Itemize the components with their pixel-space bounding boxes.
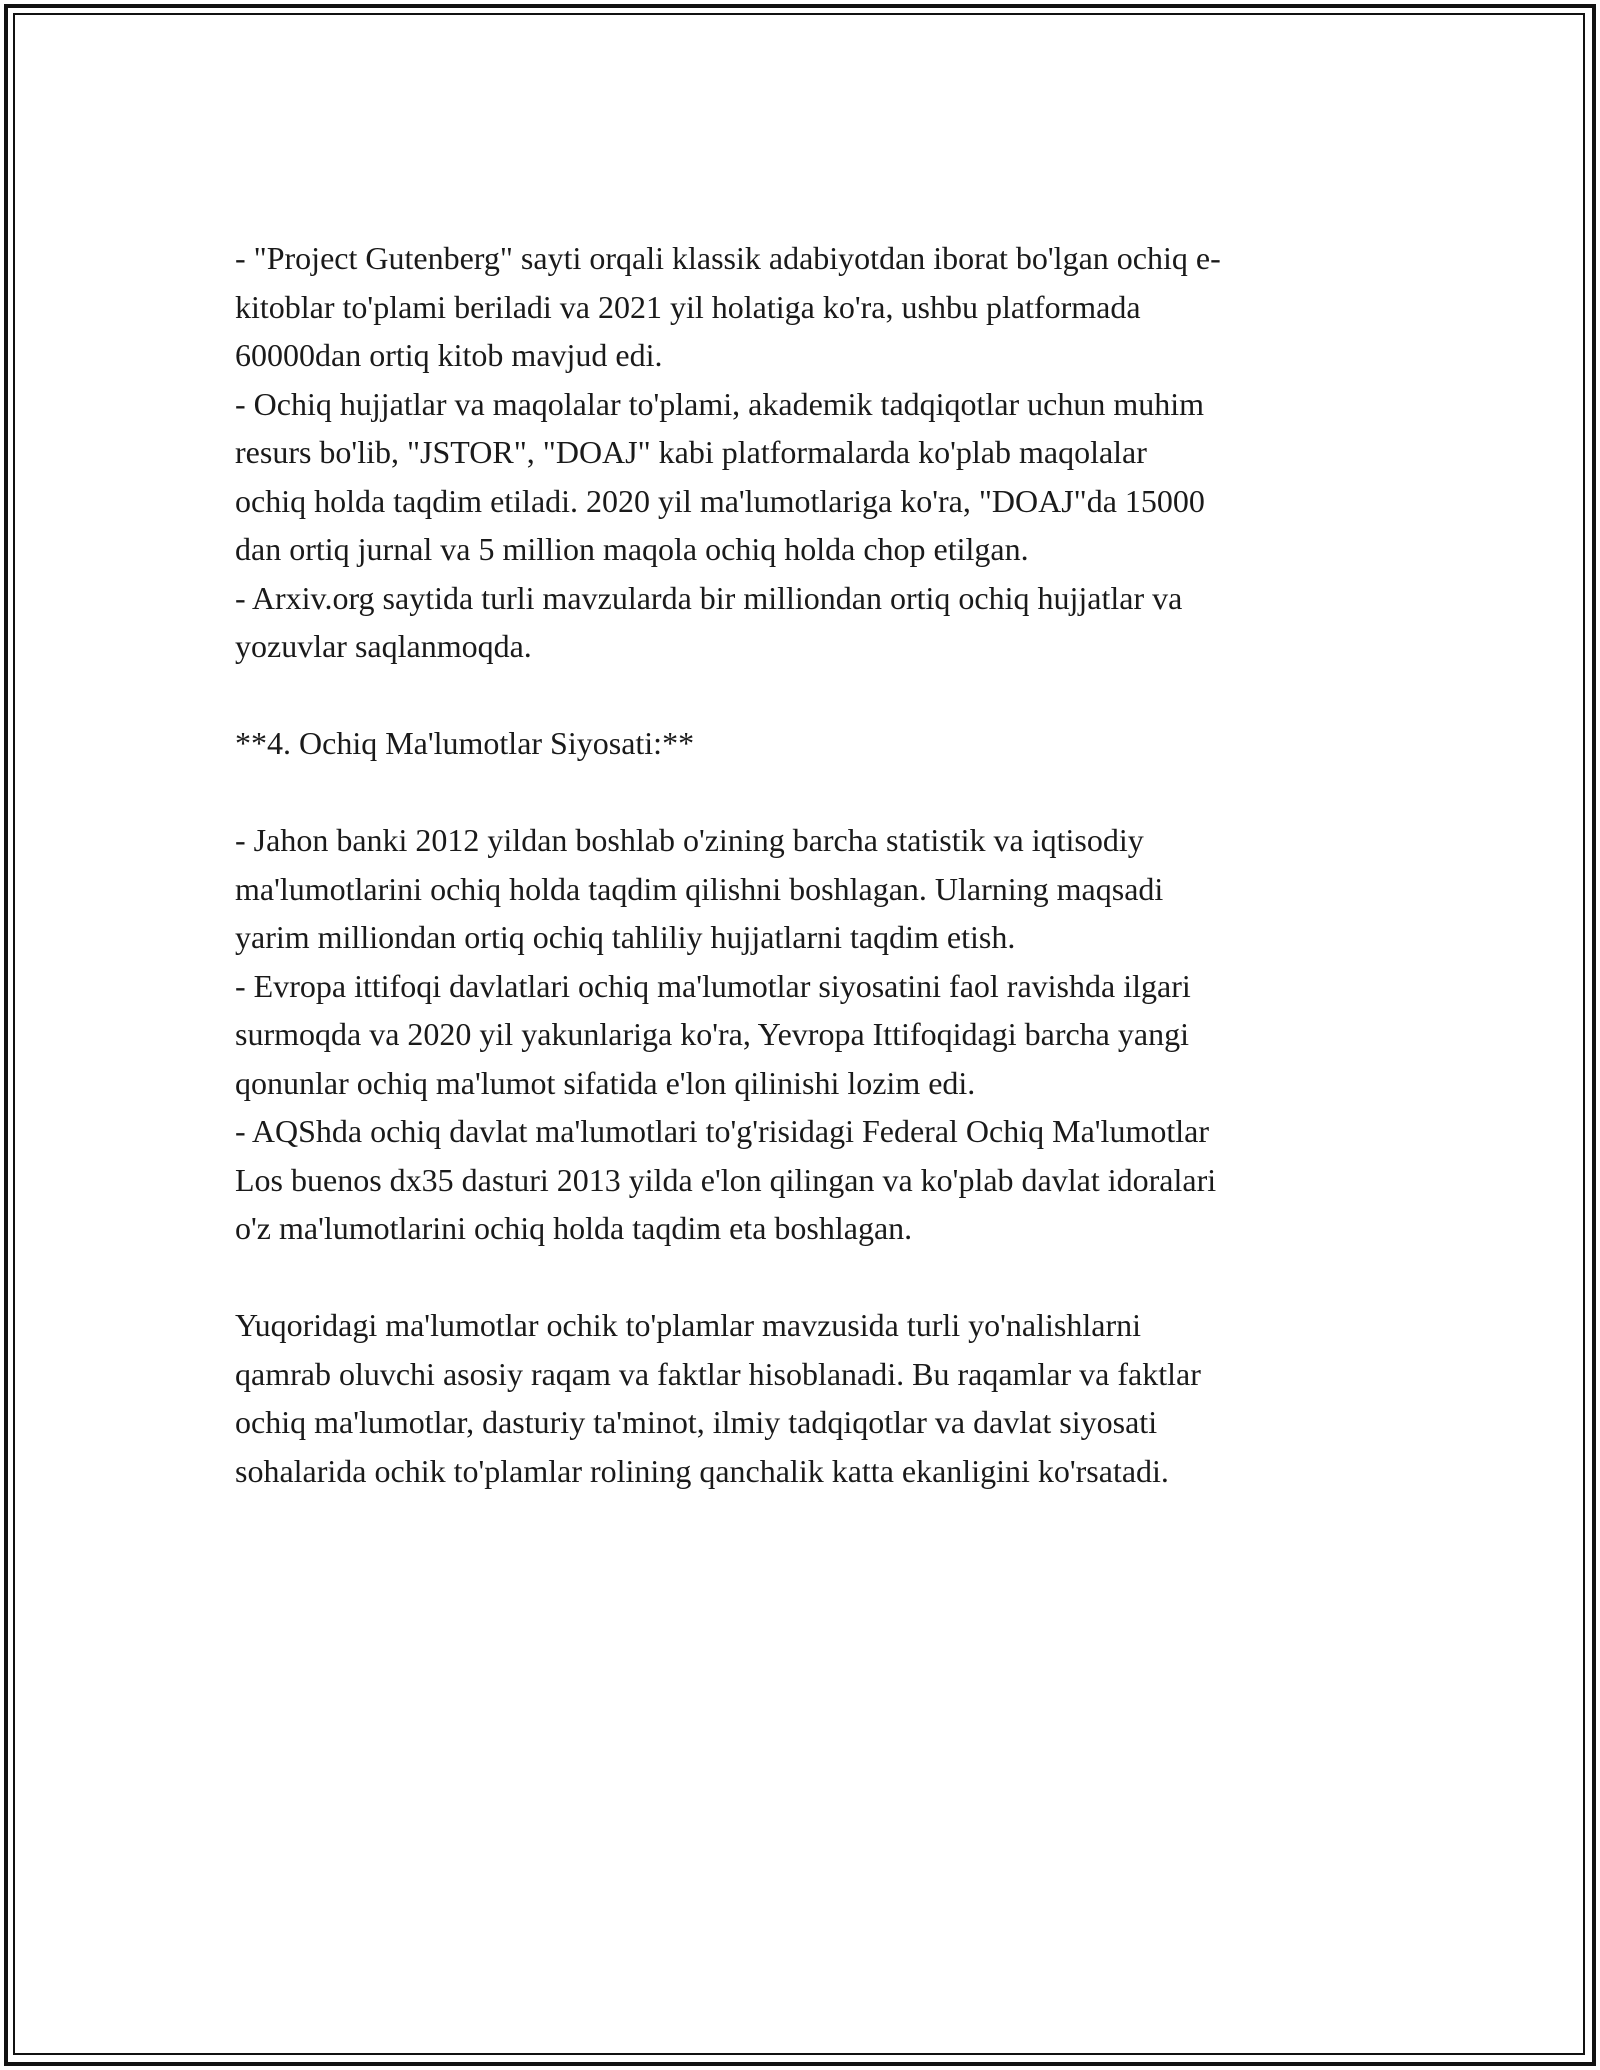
para-european-union — [235, 962, 1375, 1108]
text-line: dan ortiq jurnal va 5 million maqola ochiq holda chop etilgan. — [235, 531, 1029, 567]
text-line: Los buenos dx35 dasturi 2013 yilda e'lon qilingan va ko'plab davlat idoralari — [235, 1161, 1217, 1198]
text-line: - "Project Gutenberg" sayti orqali klassik adabiyotdan iborat bo'lgan ochiq e- — [235, 240, 1221, 276]
para-open-documents — [235, 380, 1375, 574]
text-line: o'z ma'lumotlarini ochiq holda taqdim eta boshlagan. — [235, 1210, 913, 1246]
text-line: yozuvlar saqlanmoqda. — [235, 628, 532, 664]
text-line: **4. Ochiq Ma'lumotlar Siyosati:** — [235, 725, 695, 761]
paragraph-gap — [235, 768, 1375, 817]
paragraph-gap — [235, 1253, 1375, 1302]
text-line: sohalarida ochik to'plamlar rolining qanchalik katta ekanligini ko'rsatadi. — [235, 1452, 1169, 1489]
text-line: surmoqda va 2020 yil yakunlariga ko'ra, Yevropa Ittifoqidagi barcha yangi — [235, 1016, 1189, 1052]
para-arxiv — [235, 574, 1375, 671]
para-conclusion — [235, 1301, 1375, 1495]
text-line: qonunlar ochiq ma'lumot sifatida e'lon qilinishi lozim edi. — [235, 1064, 976, 1101]
text-line: - AQShda ochiq davlat ma'lumotlari to'g'risidagi Federal Ochiq Ma'lumotlar — [235, 1113, 1209, 1149]
text-line: - Jahon banki 2012 yildan boshlab o'zining barcha statistik va iqtisodiy — [235, 822, 1144, 858]
text-line: - Ochiq hujjatlar va maqolalar to'plami, akademik tadqiqotlar uchun muhim — [235, 385, 1205, 422]
text-line: ochiq ma'lumotlar, dasturiy ta'minot, ilmiy tadqiqotlar va davlat siyosati — [235, 1404, 1158, 1440]
section-heading-4 — [235, 719, 1375, 768]
text-line: resurs bo'lib, "JSTOR", "DOAJ" kabi platformalarda ko'plab maqolalar — [235, 434, 1147, 470]
text-line: qamrab oluvchi asosiy raqam va faktlar hisoblanadi. Bu raqamlar va faktlar — [235, 1355, 1201, 1392]
para-project-gutenberg — [235, 234, 1375, 380]
text-line: - Arxiv.org saytida turli mavzularda bir milliondan ortiq ochiq hujjatlar va — [235, 579, 1183, 616]
para-world-bank — [235, 816, 1375, 962]
para-usa — [235, 1107, 1375, 1253]
text-line: ma'lumotlarini ochiq holda taqdim qilishni boshlagan. Ularning maqsadi — [235, 870, 1164, 907]
text-line: ochiq holda taqdim etiladi. 2020 yil ma'lumotlariga ko'ra, "DOAJ"da 15000 — [235, 482, 1205, 519]
text-line: yarim milliondan ortiq ochiq tahliliy hujjatlarni taqdim etish. — [235, 919, 1016, 955]
paragraph-gap — [235, 671, 1375, 720]
document-body — [235, 234, 1375, 1495]
text-line: 60000dan ortiq kitob mavjud edi. — [235, 337, 663, 373]
text-line: - Evropa ittifoqi davlatlari ochiq ma'lumotlar siyosatini faol ravishda ilgari — [235, 967, 1191, 1004]
text-line: kitoblar to'plami beriladi va 2021 yil holatiga ko'ra, ushbu platformada — [235, 288, 1141, 325]
text-line: Yuqoridagi ma'lumotlar ochik to'plamlar mavzusida turli yo'nalishlarni — [235, 1307, 1141, 1343]
